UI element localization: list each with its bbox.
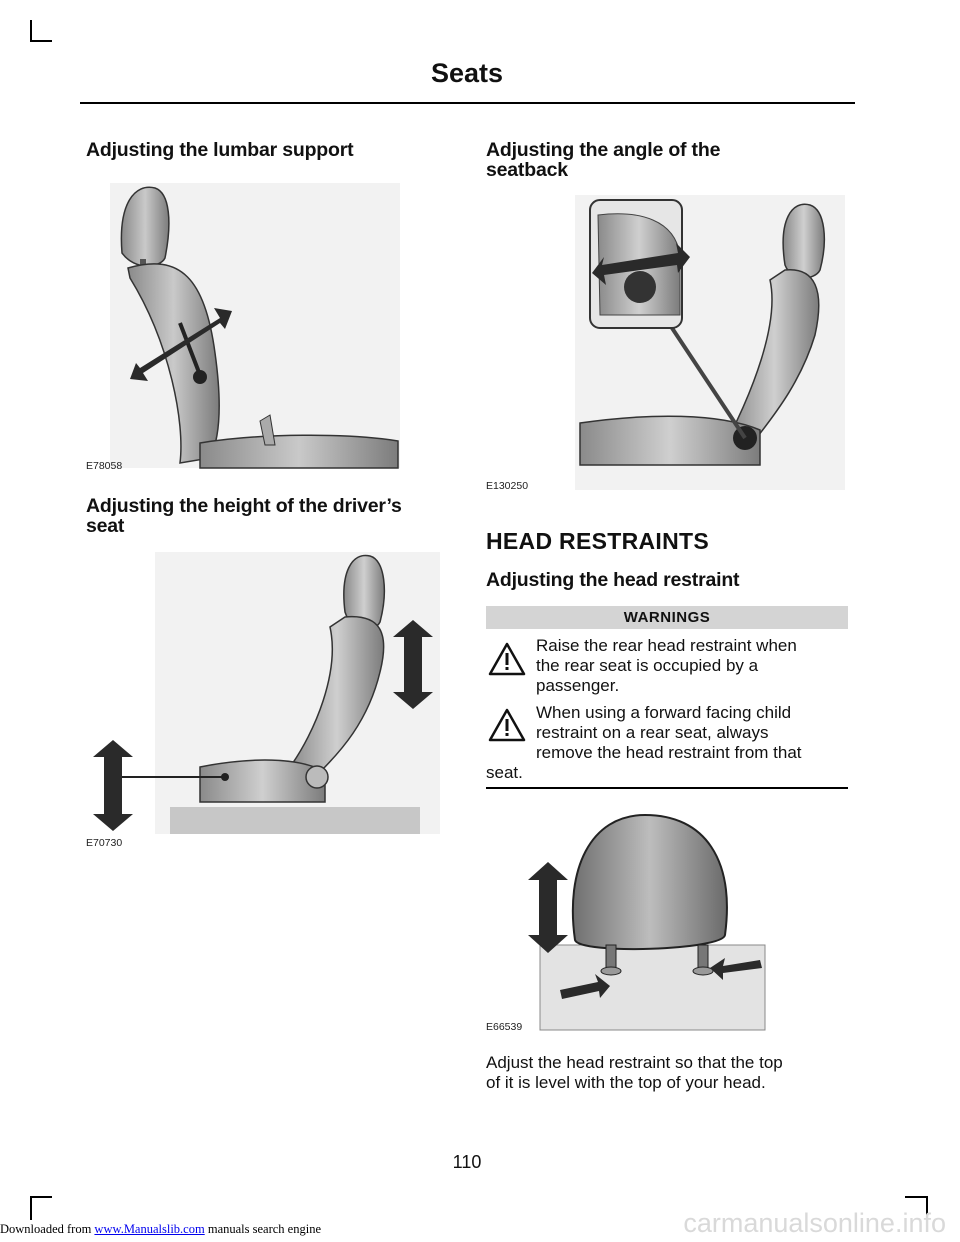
body-text-line1: Adjust the head restraint so that the top [486, 1053, 783, 1072]
seatback-figure-code: E130250 [486, 480, 529, 492]
crop-mark [905, 1196, 927, 1198]
warning1-line1: Raise the rear head restraint when [536, 636, 797, 655]
lumbar-heading: Adjusting the lumbar support [86, 139, 354, 161]
section-title: Seats [430, 58, 504, 88]
head-restraints-heading: HEAD RESTRAINTS [486, 528, 710, 554]
body-text-line2: of it is level with the top of your head. [486, 1073, 766, 1092]
warnings-end-rule [486, 787, 848, 789]
warnings-bar: WARNINGS [486, 606, 848, 629]
header-rule [80, 102, 855, 104]
crop-mark [30, 1196, 32, 1220]
seatback-angle-figure [560, 195, 850, 495]
lumbar-seat-figure [110, 183, 410, 473]
warning2-line2: restraint on a rear seat, always [536, 723, 769, 742]
warning2-line3: remove the head restraint from that [536, 743, 802, 762]
warning1-line2: the rear seat is occupied by a [536, 656, 759, 675]
warning2-line4: seat. [486, 763, 523, 782]
warning-triangle-icon [488, 642, 526, 676]
height-heading-line2: seat [86, 515, 125, 537]
warning-triangle-icon [488, 708, 526, 742]
adjusting-head-restraint-heading: Adjusting the head restraint [486, 569, 740, 591]
seatback-heading-line2: seatback [486, 159, 568, 181]
crop-mark [30, 40, 52, 42]
height-figure-code: E70730 [86, 837, 123, 849]
crop-mark [30, 20, 32, 42]
download-footer [0, 1222, 321, 1237]
page-number: 110 [452, 1152, 482, 1172]
watermark: carmanualsonline.info [683, 1208, 946, 1238]
crop-mark [30, 1196, 52, 1198]
warning2-line1: When using a forward facing child [536, 703, 792, 722]
footer-suffix: manuals search engine [204, 1222, 321, 1236]
manualslib-link[interactable]: www.Manualslib.com [94, 1222, 205, 1236]
warning1-line3: passenger. [536, 676, 620, 695]
seat-height-figure [90, 552, 440, 837]
head-restraint-figure-code: E66539 [486, 1021, 523, 1033]
head-restraint-figure [520, 810, 780, 1032]
seatback-heading-line1: Adjusting the angle of the [486, 139, 721, 161]
footer-prefix: Downloaded from [0, 1222, 95, 1236]
lumbar-figure-code: E78058 [86, 460, 123, 472]
height-heading-line1: Adjusting the height of the driver’s [86, 495, 402, 517]
